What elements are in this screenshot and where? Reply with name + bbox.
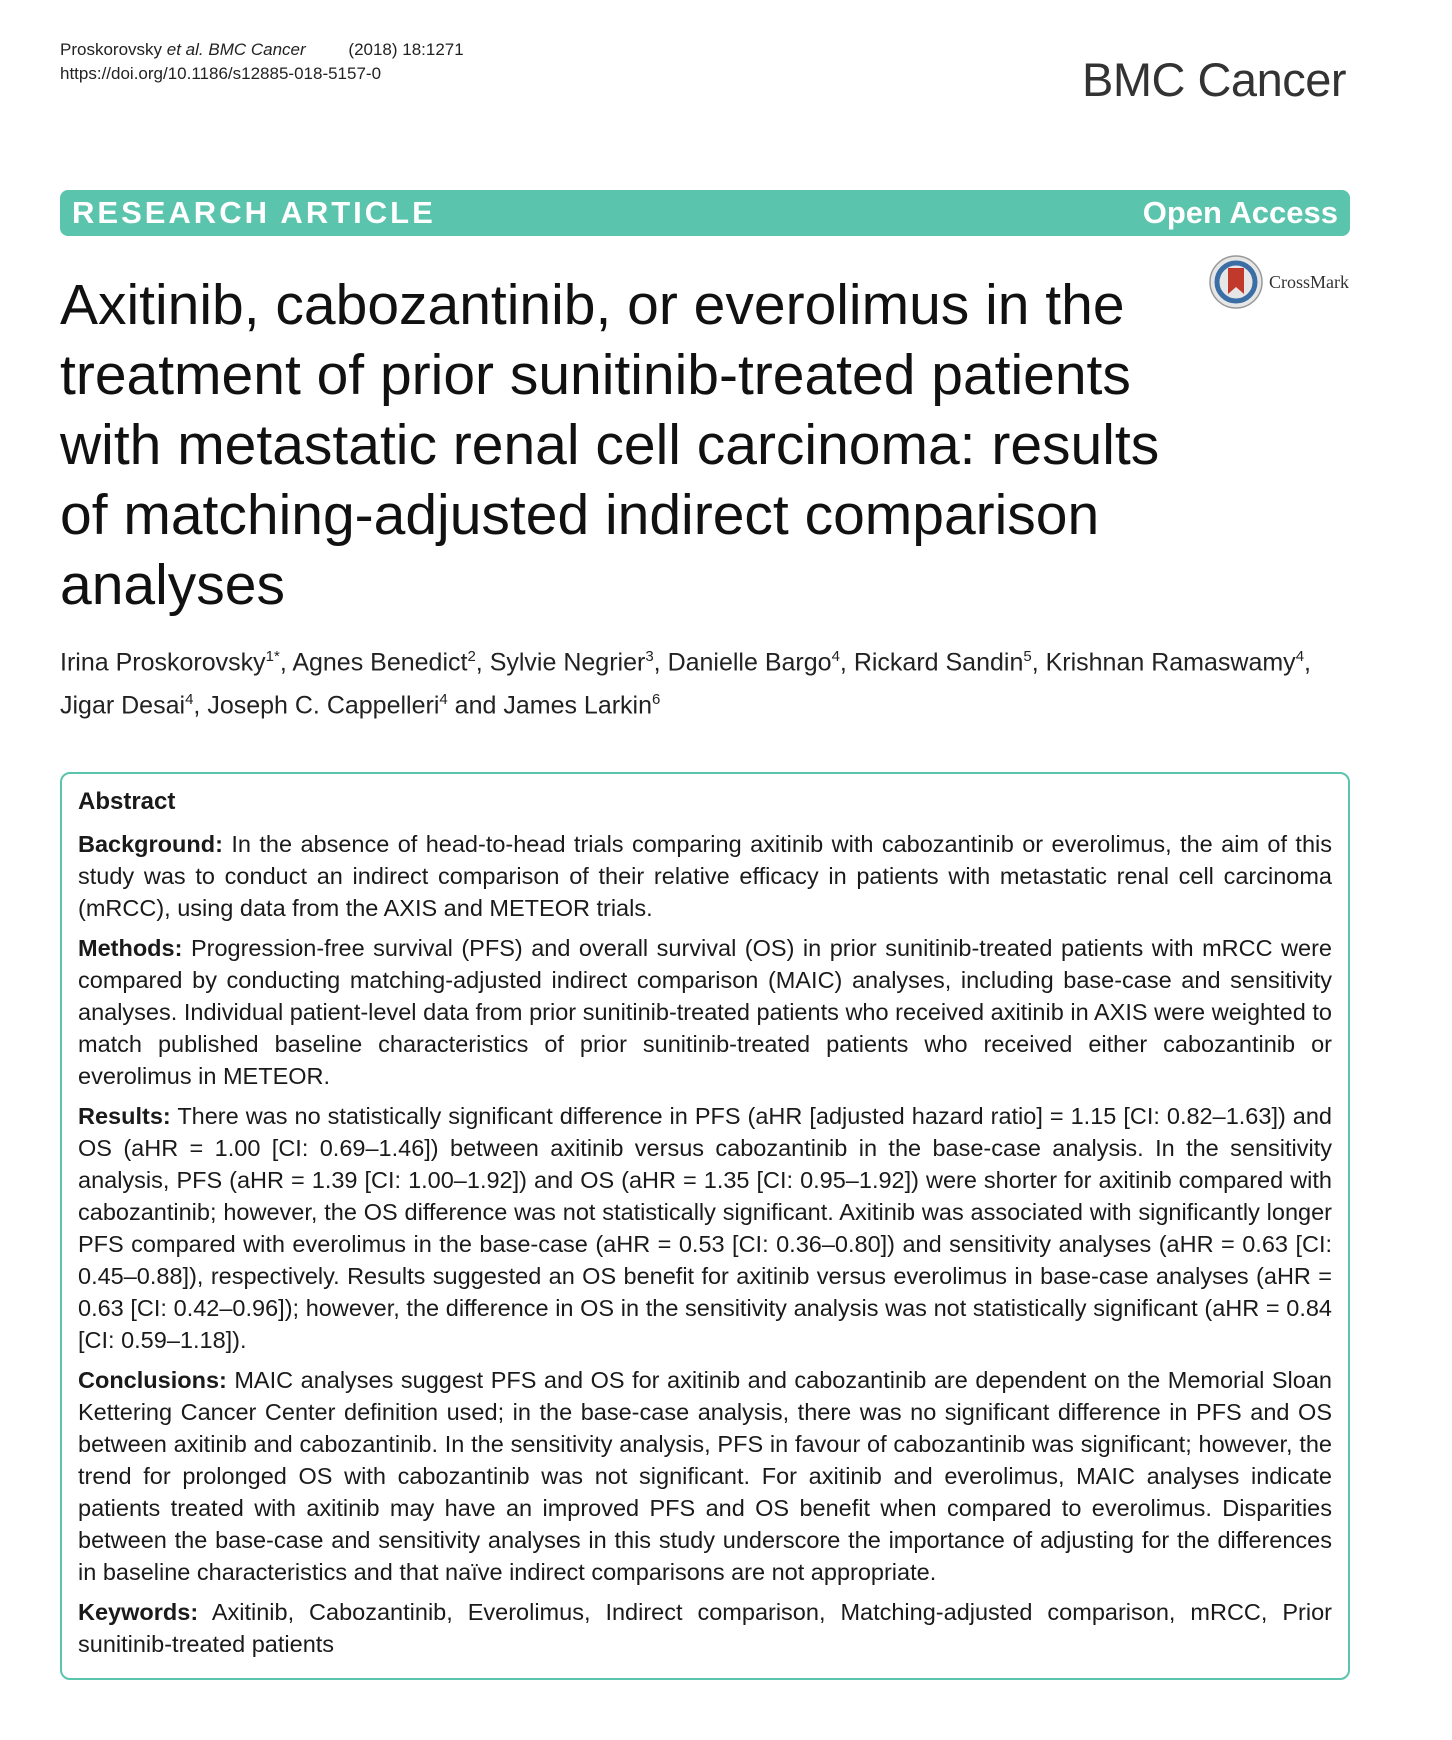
author-affiliation: 6: [652, 691, 661, 709]
author-affiliation: 4: [439, 691, 448, 709]
author-name: Jigar Desai: [60, 691, 186, 720]
author-list: Irina Proskorovsky$^{1*}$, Agnes Benedict$^2$, Sylvie Negrier$^3$, Danielle Bargo$^4$, Rickard Sandin$^5$, Krishnan Ramaswamy$^4$, Jigar Desai$^4$, Joseph C. Cappelleri$^4$ and James Larkin$^6$: [60, 648, 1311, 720]
abstract-box: [60, 772, 1350, 1680]
author-affiliation: 1*: [265, 648, 280, 665]
author-affiliation: 4: [1295, 648, 1305, 665]
abstract-conclusions: Conclusions: MAIC analyses suggest PFS and OS for axitinib and cabozantinib are dependent on the Memorial Sloan Kettering Cancer Center definition used; in the base-case analysis, there was no significant difference in PFS and OS between axitinib and cabozantinib. In the sensitivity analysis, PFS in favour of cabozantinib was significant; however, the trend for prolonged OS with cabozantinib was not significant. For axitinib and everolimus, MAIC analyses indicate patients treated with axitinib may have an improved PFS and OS benefit when compared to everolimus. Disparities between the base-case and sensitivity analyses in this study underscore the importance of adjusting for the differences in baseline characteristics and that naïve indirect comparisons are not appropriate.: [78, 1367, 1332, 1585]
author-name: Joseph C. Cappelleri: [207, 691, 440, 720]
author-name: Irina Proskorovsky: [60, 648, 266, 677]
author-name: Agnes Benedict: [292, 648, 468, 677]
author-affiliation: 3: [645, 648, 654, 665]
author-affiliation: 4: [831, 648, 840, 665]
open-access-label: Open Access: [1142, 195, 1338, 230]
article-type-banner: [60, 190, 1350, 236]
citation-authors: Proskorovsky: [60, 40, 163, 59]
abstract-background: Background: In the absence of head-to-head trials comparing axitinib with cabozantinib or everolimus, the aim of this study was to conduct an indirect comparison of their relative efficacy in patients with metastatic renal cell carcinoma (mRCC), using data from the AXIS and METEOR trials.: [78, 831, 1332, 921]
author-name: James Larkin: [503, 691, 653, 720]
author-name: Rickard Sandin: [853, 648, 1024, 677]
abstract-results: Results: There was no statistically significant difference in PFS (aHR [adjusted hazard ratio] = 1.15 [CI: 0.82–1.63]) and OS (aHR = 1.00 [CI: 0.69–1.46]) between axitinib versus cabozantinib in the base-case analysis. In the sensitivity analysis, PFS (aHR = 1.39 [CI: 1.00–1.92]) and OS (aHR = 1.35 [CI: 0.95–1.92]) were shorter for axitinib compared with cabozantinib; however, the OS difference was not statistically significant. Axitinib was associated with significantly longer PFS compared with everolimus in the base-case (aHR = 0.53 [CI: 0.36–0.80]) and sensitivity analyses (aHR = 0.63 [CI: 0.45–0.88]), respectively. Results suggested an OS benefit for axitinib versus everolimus in base-case analyses (aHR = 0.63 [CI: 0.42–0.96]); however, the difference in OS in the sensitivity analysis was not statistically significant (aHR = 0.84 [CI: 0.59–1.18]).: [78, 1103, 1333, 1353]
article-title: Axitinib, cabozantinib, or everolimus in the treatment of prior sunitinib-treated patients with metastatic renal cell carcinoma: results of matching-adjusted indirect comparison analyses: [60, 273, 1160, 617]
citation-header: [60, 38, 464, 86]
doi-link[interactable]: https://doi.org/10.1186/s12885-018-5157-0: [60, 64, 382, 83]
citation-journal: BMC Cancer: [208, 40, 306, 59]
citation-year-volume: (2018) 18:1271: [348, 40, 464, 59]
author-name: Sylvie Negrier: [489, 648, 646, 677]
journal-logo: BMC Cancer: [1081, 53, 1346, 106]
crossmark-label: CrossMark: [1269, 271, 1349, 292]
article-type-label: RESEARCH ARTICLE: [72, 195, 436, 230]
crossmark-badge[interactable]: [1208, 254, 1349, 310]
citation-etal: et al.: [166, 40, 204, 59]
author-name: Danielle Bargo: [667, 648, 832, 677]
author-affiliation: 4: [185, 691, 194, 709]
abstract-keywords: Keywords: Axitinib, Cabozantinib, Everolimus, Indirect comparison, Matching-adjusted comparison, mRCC, Prior sunitinib-treated patients: [78, 1599, 1332, 1657]
abstract-methods: Methods: Progression-free survival (PFS) and overall survival (OS) in prior sunitinib-treated patients with mRCC were compared by conducting matching-adjusted indirect comparison (MAIC) analyses, including base-case and sensitivity analyses. Individual patient-level data from prior sunitinib-treated patients who received axitinib in AXIS were weighted to match published baseline characteristics of prior sunitinib-treated patients who received either cabozantinib or everolimus in METEOR.: [78, 935, 1332, 1089]
author-affiliation: 5: [1023, 648, 1032, 665]
author-name: Krishnan Ramaswamy: [1045, 648, 1296, 677]
author-affiliation: 2: [467, 648, 476, 665]
crossmark-icon: [1208, 254, 1264, 310]
abstract-heading: Abstract: [78, 788, 176, 815]
